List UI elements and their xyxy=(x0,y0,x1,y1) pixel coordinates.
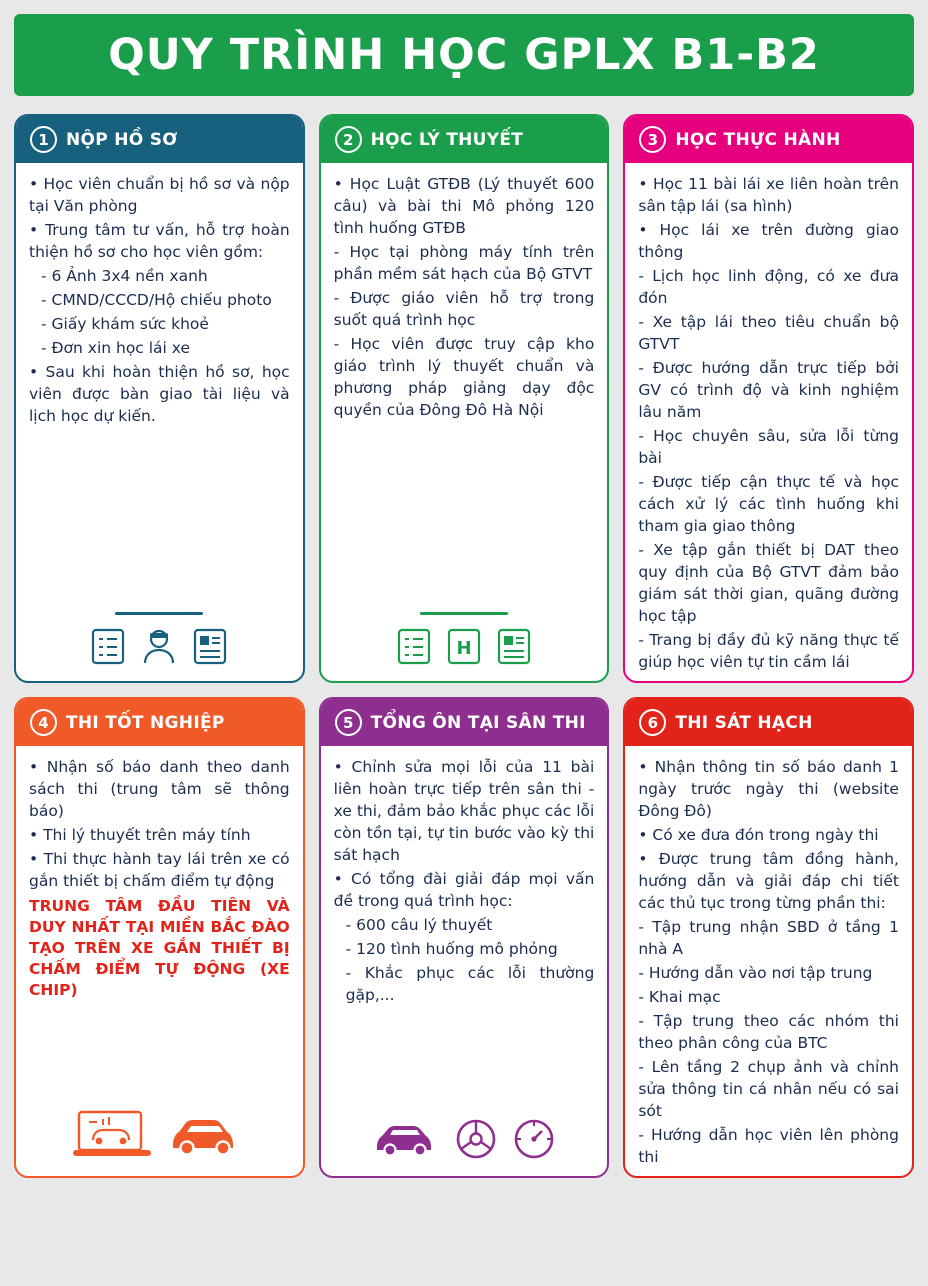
step-card-6-body xyxy=(625,746,912,1176)
cards-row-1 xyxy=(14,114,914,683)
list-item: • Thi thực hành tay lái trên xe có gắn thiết bị chấm điểm tự động xyxy=(29,850,290,890)
step-card-5 xyxy=(319,697,610,1178)
list-item: • Có xe đưa đón trong ngày thi xyxy=(638,826,879,844)
list-item: • Có tổng đài giải đáp mọi vấn đề trong quá trình học: xyxy=(333,870,595,910)
step-card-4 xyxy=(14,697,305,1178)
list-item: • Nhận số báo danh theo danh sách thi (trung tâm sẽ thông báo) xyxy=(29,758,290,820)
step-card-3-title: HỌC THỰC HÀNH xyxy=(675,129,841,150)
list-item: - Khai mạc xyxy=(638,988,721,1006)
list-item: - Lịch học linh động, có xe đưa đón xyxy=(638,267,899,307)
list-item: - Trang bị đầy đủ kỹ năng thực tế giúp học viên tự tin cầm lái xyxy=(638,631,899,671)
car-side-icon xyxy=(373,1118,439,1164)
step-number-badge: 5 xyxy=(335,709,362,736)
list-item: - CMND/CCCD/Hộ chiếu photo xyxy=(41,291,272,309)
divider xyxy=(420,612,508,615)
step-card-6 xyxy=(623,697,914,1178)
list-item: - Học viên được truy cập kho giáo trình lý thuyết chuẩn và phương pháp giảng dạy độc quyền của Đông Đô Hà Nội xyxy=(333,335,595,419)
divider xyxy=(115,612,203,615)
step-card-5-header xyxy=(321,699,608,746)
step-card-1 xyxy=(14,114,305,683)
step-card-1-title: NỘP HỒ SƠ xyxy=(66,129,178,150)
step-number-badge: 6 xyxy=(639,709,666,736)
step-card-5-icons xyxy=(321,1114,608,1176)
list-item: - 600 câu lý thuyết xyxy=(345,916,493,934)
step-number-badge: 4 xyxy=(30,709,57,736)
list-item: • Thi lý thuyết trên máy tính xyxy=(29,826,251,844)
list-item: - Được hướng dẫn trực tiếp bởi GV có trình độ và kinh nghiệm lâu năm xyxy=(638,359,899,421)
car-icon xyxy=(167,1110,245,1162)
list-item: • Học viên chuẩn bị hồ sơ và nộp tại Văn phòng xyxy=(29,175,290,215)
list-item: - Hướng dẫn vào nơi tập trung xyxy=(638,964,873,982)
svg-text:H: H xyxy=(456,638,472,659)
list-item: - Được giáo viên hỗ trợ trong suốt quá trình học xyxy=(333,289,595,329)
checklist-icon xyxy=(91,627,125,669)
list-item: - Đơn xin học lái xe xyxy=(41,339,191,357)
list-item: - Học chuyên sâu, sửa lỗi từng bài xyxy=(638,427,899,467)
step-card-3-body xyxy=(625,163,912,681)
step-card-1-body xyxy=(16,163,303,600)
step-card-4-icons xyxy=(16,1104,303,1176)
highlight-note: TRUNG TÂM ĐẦU TIÊN VÀ DUY NHẤT TẠI MIỀN BẮC ĐÀO TẠO TRÊN XE GẮN THIẾT BỊ CHẤM ĐIỂM TỰ ĐỘNG (XE CHIP) xyxy=(29,897,290,999)
step-card-1-header xyxy=(16,116,303,163)
step-card-2-title: HỌC LÝ THUYẾT xyxy=(370,129,524,150)
header-banner xyxy=(14,14,914,96)
list-item: • Chỉnh sửa mọi lỗi của 11 bài liên hoàn trực tiếp trên sân thi - xe thi, đảm bảo khắc phục các lỗi còn tồn tại, tự tin bước vào kỳ thi sát hạch xyxy=(333,758,595,864)
list-item: • Trung tâm tư vấn, hỗ trợ hoàn thiện hồ sơ cho học viên gồm: xyxy=(29,221,290,261)
hospital-icon xyxy=(447,627,481,669)
checklist-icon xyxy=(397,627,431,669)
steering-wheel-icon xyxy=(455,1118,497,1164)
list-item: • Nhận thông tin số báo danh 1 ngày trước ngày thi (website Đông Đô) xyxy=(638,758,899,820)
step-card-5-body xyxy=(321,746,608,1114)
document-icon xyxy=(497,627,531,669)
step-number-badge: 2 xyxy=(335,126,362,153)
page-title: QUY TRÌNH HỌC GPLX B1-B2 xyxy=(108,30,820,80)
step-card-6-header xyxy=(625,699,912,746)
list-item: - Học tại phòng máy tính trên phần mềm sát hạch của Bộ GTVT xyxy=(333,243,595,283)
document-icon xyxy=(193,627,227,669)
list-item: • Học lái xe trên đường giao thông xyxy=(638,221,899,261)
list-item: • Được trung tâm đồng hành, hướng dẫn và giải đáp chi tiết các thủ tục trong từng phần thi: xyxy=(638,850,899,912)
step-card-2 xyxy=(319,114,610,683)
step-card-3 xyxy=(623,114,914,683)
list-item: - Xe tập lái theo tiêu chuẩn bộ GTVT xyxy=(638,313,899,353)
step-card-6-title: THI SÁT HẠCH xyxy=(675,712,813,733)
list-item: - Xe tập gắn thiết bị DAT theo quy định của Bộ GTVT đảm bảo giám sát thời gian, quãng đường học tập xyxy=(638,541,899,625)
list-item: - Lên tầng 2 chụp ảnh và chỉnh sửa thông tin cá nhân nếu có sai sót xyxy=(638,1058,899,1120)
step-card-4-body xyxy=(16,746,303,1104)
step-card-2-icons xyxy=(321,623,608,681)
person-icon xyxy=(141,627,177,669)
laptop-car-icon xyxy=(73,1108,151,1164)
step-card-4-title: THI TỐT NGHIỆP xyxy=(66,712,225,733)
cards-row-2 xyxy=(14,697,914,1178)
list-item: - Tập trung nhận SBD ở tầng 1 nhà A xyxy=(638,918,899,958)
step-card-1-icons xyxy=(16,623,303,681)
gauge-icon xyxy=(513,1118,555,1164)
list-item: - Hướng dẫn học viên lên phòng thi xyxy=(638,1126,899,1166)
step-card-2-body xyxy=(321,163,608,600)
list-item: • Học Luật GTĐB (Lý thuyết 600 câu) và bài thi Mô phỏng 120 tình huống GTĐB xyxy=(333,175,595,237)
list-item: - 120 tình huống mô phỏng xyxy=(345,940,558,958)
step-card-5-title: TỔNG ÔN TẠI SÂN THI xyxy=(370,712,586,733)
step-number-badge: 3 xyxy=(639,126,666,153)
list-item: - Khắc phục các lỗi thường gặp,... xyxy=(345,964,595,1004)
step-number-badge: 1 xyxy=(30,126,57,153)
list-item: • Học 11 bài lái xe liên hoàn trên sân tập lái (sa hình) xyxy=(638,175,899,215)
list-item: • Sau khi hoàn thiện hồ sơ, học viên được bàn giao tài liệu và lịch học dự kiến. xyxy=(29,363,290,425)
list-item: - Được tiếp cận thực tế và học cách xử lý các tình huống khi tham gia giao thông xyxy=(638,473,899,535)
step-card-3-header xyxy=(625,116,912,163)
list-item: - Giấy khám sức khoẻ xyxy=(41,315,209,333)
list-item: - Tập trung theo các nhóm thi theo phân công của BTC xyxy=(638,1012,899,1052)
list-item: - 6 Ảnh 3x4 nền xanh xyxy=(41,267,208,285)
step-card-2-header xyxy=(321,116,608,163)
step-card-4-header xyxy=(16,699,303,746)
